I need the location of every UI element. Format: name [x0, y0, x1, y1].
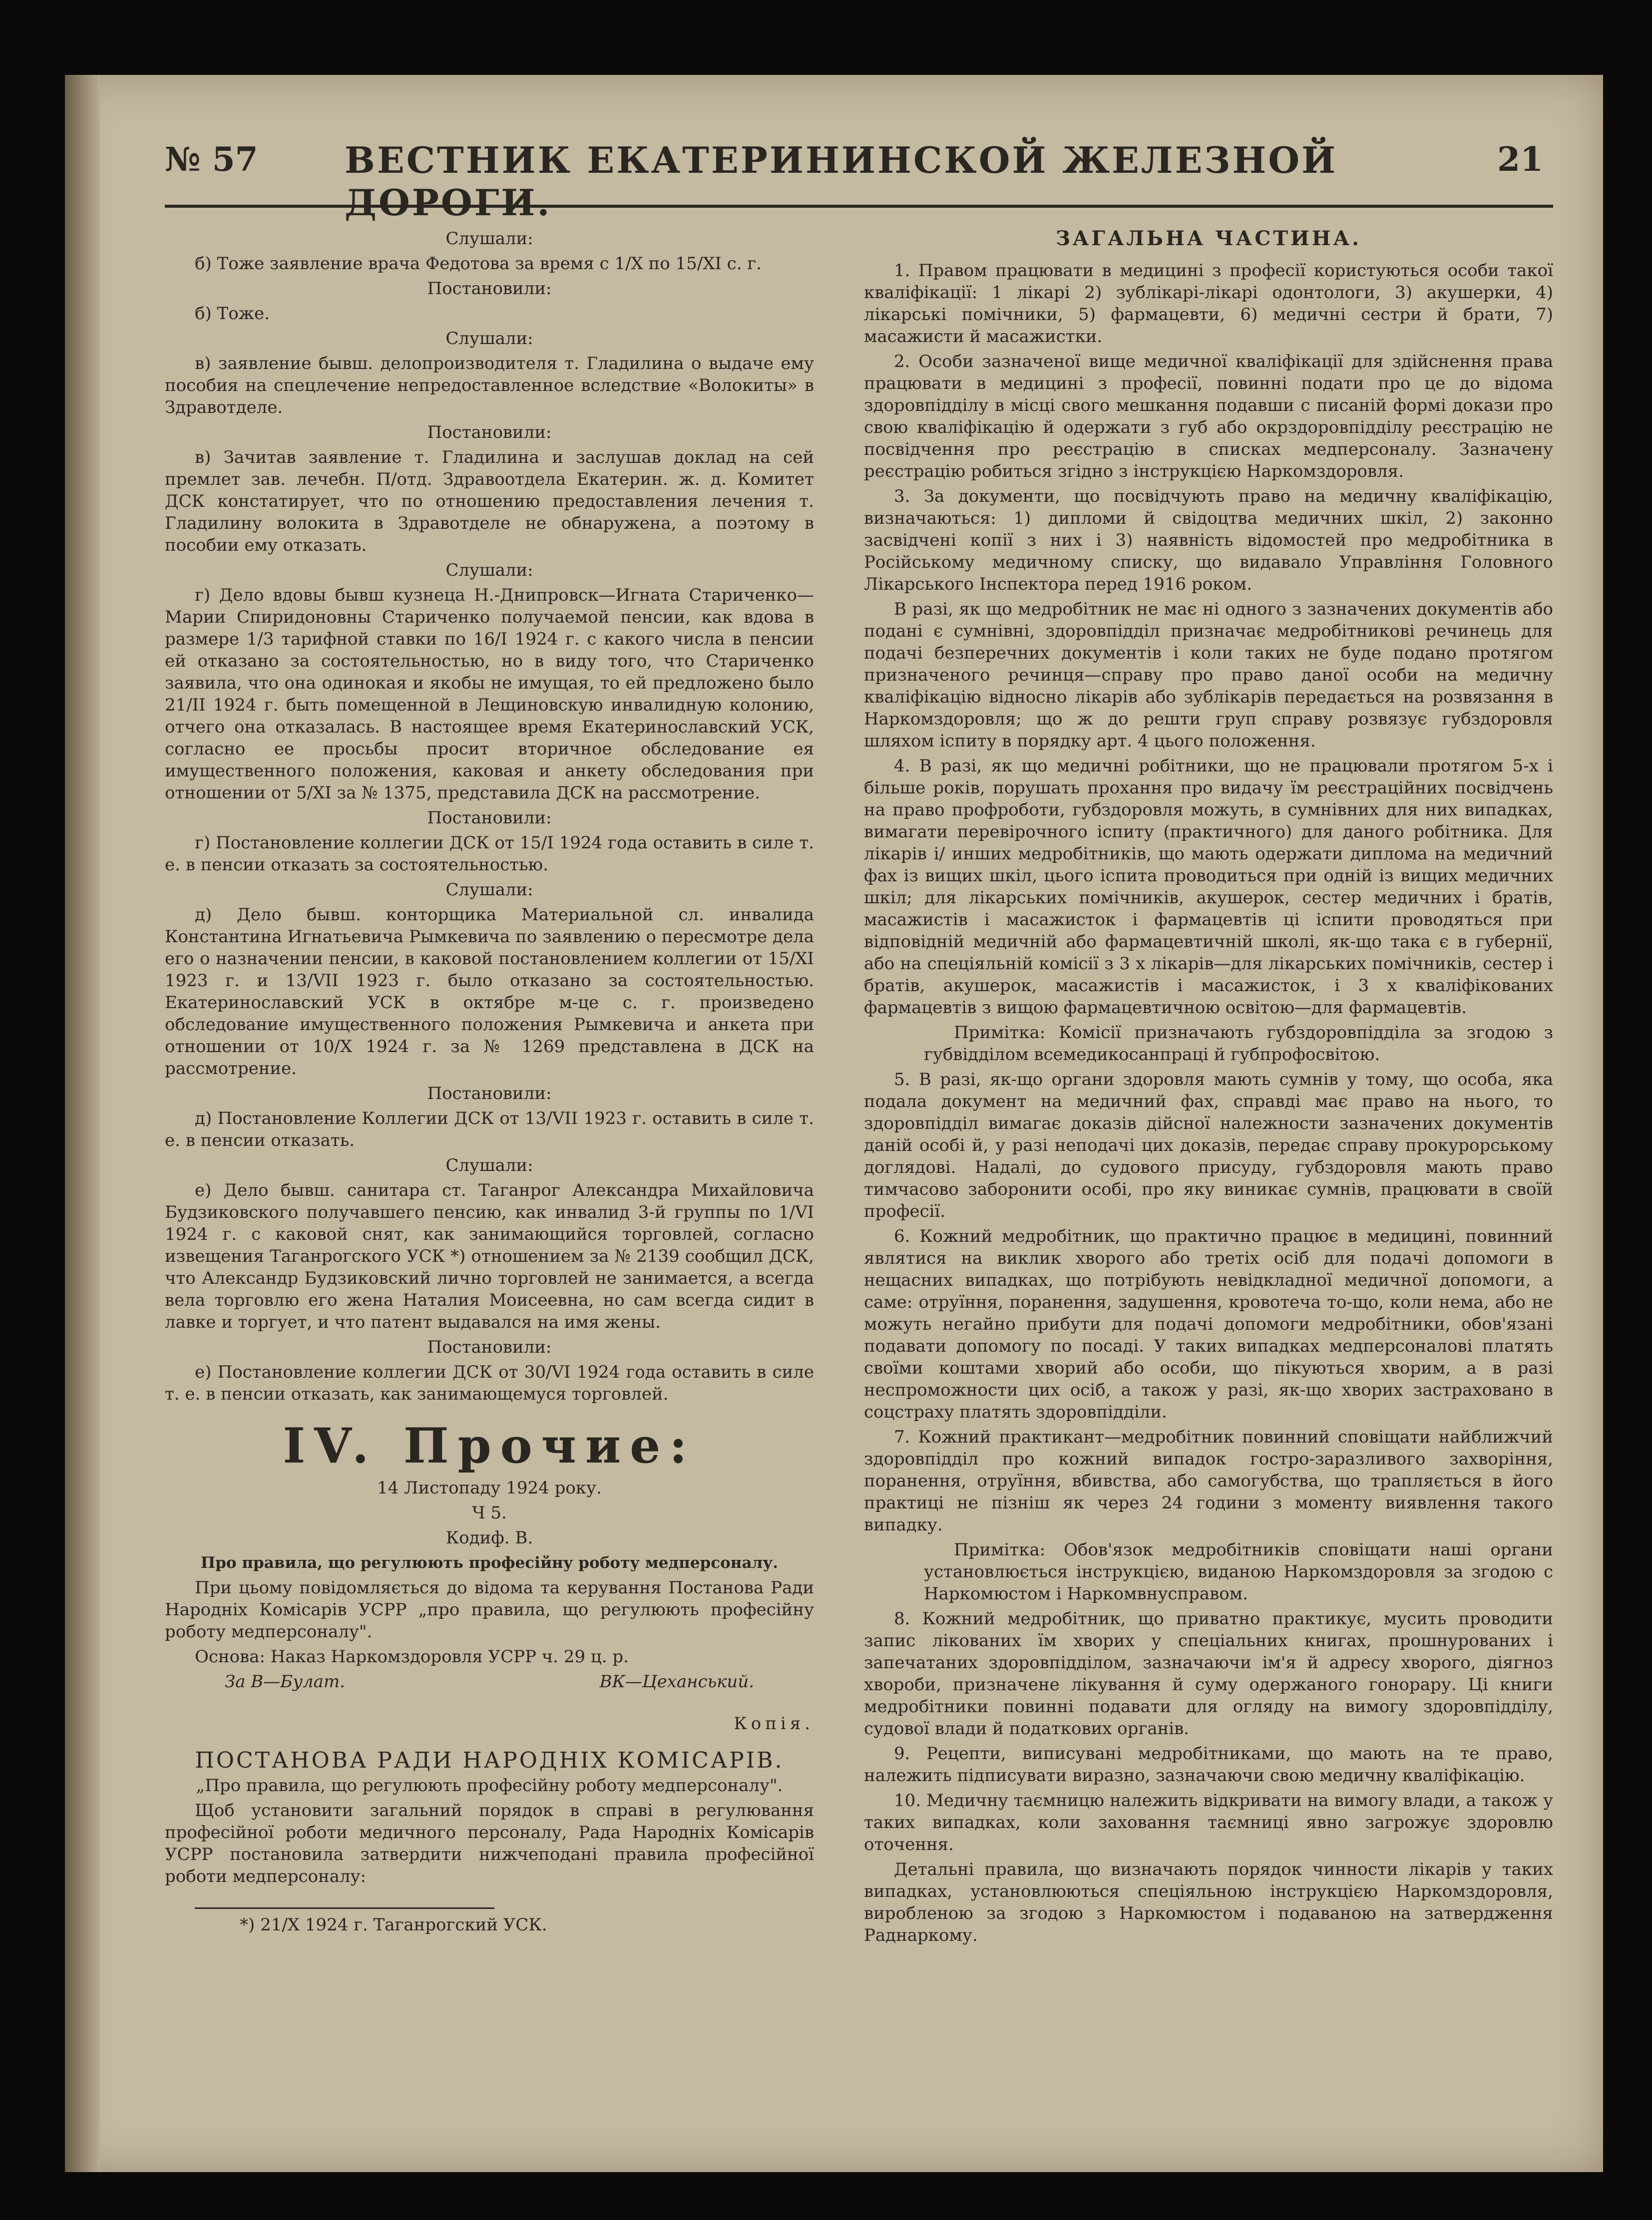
scanned-page — [65, 75, 1603, 2172]
section-title: IV. Прочие: — [283, 1418, 696, 1474]
page-edge — [65, 75, 100, 2172]
paragraph: 2. Особи зазначеної вище медичної кваліфікації для здійснення права працювати в медицині з професії, повинні подати про це до відома здоровпідділу в місці свого мешкання подавши с писаній формі докази про свою кваліфікацію й одержати з губ або окрздоровпідділу реєстрацію не посвідчення про реєстрацію в списках медперсоналу. Зазначену реєстрацію робиться згідно з інструкцією Наркомздоровля. — [864, 352, 1553, 481]
heading-resolved: Постановили: — [427, 1337, 552, 1357]
heading-heard: Слушали: — [445, 560, 533, 580]
issue-number: № 57 — [165, 140, 258, 179]
paragraph: д) Дело бывш. конторщика Материальной сл. инвалида Константина Игнатьевича Рымкевича по заявлению о пересмотре дела его о назначении пенсии, в каковой постановлением коллегии от 15/XI 1923 г. и 13/VII 1923 г. было отказано за состоятельностью. Екатеринославский УСК в октябре м-це с. г. произведено обследование имущественного положения Рымкевича и анкета при отношении от 10/X 1924 г. за № 1269 представлена в ДСК на рассмотрение. — [165, 905, 814, 1079]
paragraph: Щоб установити загальний порядок в справі в регулювання професійної роботи медичного персоналу, Рада Народніх Комісарів УСРР постановила затвердити нижчеподані правила професійної роботи медперсоналу: — [165, 1801, 814, 1886]
basis-line: Основа: Наказ Наркомздоровля УСРР ч. 29 ц. р. — [195, 1647, 629, 1667]
paragraph: д) Постановление Коллегии ДСК от 13/VII 1923 г. оставить в силе т. е. в пенсии отказать. — [165, 1109, 814, 1150]
heading-resolved: Постановили: — [427, 1084, 552, 1104]
paragraph: 4. В разі, як що медичні робітники, що не працювали протягом 5-х і більше років, порушать прохання про видачу їм реєстраційних посвідчень на право профроботи, губздоровля можуть, в сумнівних для них випадках, вимагати перевірочного іспиту (практичного) для даного робітника. Для лікарів і/ инших медробітників, що мають одержати диплома на медичний фах із вищих шкіл, цього іспита проводиться при одній із вищих медичних шкіл; для лікарських помічників, акушерок, сестер медичних і братів, масажистів і масажисток і фармацевтів ці іспити проводяться при відповідній медичній або фармацевтичній школі, як-що така є в губернії, або на спеціяльній комісії з 3 х лікарів—для лікарських помічників, сестер і братів, акушерок, масажистів і масажисток, і 3 х кваліфікованих фармацевтів з вищою фармацевтичною освітою—для фармацевтів. — [864, 756, 1553, 1018]
note: Примітка: Комісії призначають губздоровпідділа за згодою з губвідділом всемедикосанпраці й губпрофосвітою. — [924, 1023, 1553, 1065]
paragraph: е) Постановление коллегии ДСК от 30/VI 1924 года оставить в силе т. е. в пенсии отказать, как занимающемуся торговлей. — [165, 1362, 814, 1404]
footnote-rule — [195, 1907, 494, 1909]
heading-resolved: Постановили: — [427, 279, 552, 299]
decree-code: Кодиф. В. — [445, 1528, 533, 1548]
heading-heard: Слушали: — [445, 1155, 533, 1175]
decree-date: 14 Листопаду 1924 року. — [377, 1478, 602, 1498]
paragraph: б) Тоже заявление врача Федотова за время с 1/X по 15/XI с. г. — [195, 254, 762, 274]
left-column — [165, 225, 814, 1936]
page-number: 21 — [1497, 140, 1543, 179]
right-column — [864, 225, 1553, 1949]
heading-resolved: Постановили: — [427, 422, 552, 442]
paragraph: 9. Рецепти, виписувані медробітниками, що мають на те право, належить підписувати виразно, зазначаючи свою медичну кваліфікацію. — [864, 1744, 1553, 1786]
paragraph: 3. За документи, що посвідчують право на медичну кваліфікацію, визначаються: 1) дипломи й свідоцтва медичних шкіл, 2) законно засвідчені копії з них і 3) наявність відомостей про медробітника в Російському медичному списку, що видавало Управління Головного Лікарського Інспектора перед 1916 роком. — [864, 486, 1553, 594]
decree-title: ПОСТАНОВА РАДИ НАРОДНІХ КОМІСАРІВ. — [195, 1748, 784, 1773]
journal-title: ВЕСТНИК ЕКАТЕРИНИНСКОЙ ЖЕЛЕЗНОЙ ДОРОГИ. — [345, 139, 1338, 224]
paragraph: 10. Медичну таємницю належить відкривати на вимогу влади, а також у таких випадках, коли заховання таємниці явно загрожує здоровлю оточення. — [864, 1791, 1553, 1854]
paragraph: При цьому повідомляється до відома та керування Постанова Ради Народніх Комісарів УСРР „про правила, що регулюють професійну роботу медперсоналу". — [165, 1578, 814, 1642]
signature-left: За В—Булат. — [225, 1672, 345, 1692]
paragraph: Детальні правила, що визначають порядок чинности лікарів у таких випадках, установлюються спеціяльною інструкцією Наркомздоровля, виробленою за згодою з Наркомюстом і подаваною на затвердження Раднаркому. — [864, 1859, 1553, 1945]
heading-heard: Слушали: — [445, 329, 533, 349]
page-header — [165, 130, 1553, 224]
paragraph: г) Постановление коллегии ДСК от 15/I 1924 года оставить в силе т. е. в пенсии отказать за состоятельностью. — [165, 833, 814, 875]
paragraph: 6. Кожний медробітник, що практично працює в медицині, повинний являтися на виклик хворого або третіх осіб для подачі допомоги в нещасних випадках, що потрібують невідкладної медичної допомоги, а саме: отруїння, поранення, задушення, кровотеча то-що, коли нема, або не можуть негайно прибути для подачі допомоги медробітники, обов'язані подавати допомогу по посаді. У таких випадках медперсоналові платять своїми коштами хворий або особи, що пікуються хворим, а в разі неспроможности цих осіб, а також у разі, як-що хворих застраховано в соцстраху платять здоровпідділи. — [864, 1226, 1553, 1422]
paragraph: 7. Кожний практикант—медробітник повинний сповіщати найближчий здоровпідділ про кожний випадок гостро-заразливого захворіння, поранення, отруїння, вбивства, або самогубства, що трапляється в його практиці не пізніш як через 24 години з моменту виявлення такого випадку. — [864, 1427, 1553, 1535]
decree-subtitle: „Про правила, що регулюють професійну роботу медперсоналу". — [196, 1776, 783, 1796]
paragraph: г) Дело вдовы бывш кузнеца Н.-Днипровск—Игната Стариченко—Марии Спиридоновны Стариченко получаемой пенсии, как вдова в размере 1/3 тарифной ставки по 16/I 1924 г. с какого числа в пенсии ей отказано за состоятельностью, но в виду того, что Стариченко заявила, что она одинокая и якобы не имущая, то ей предложено было 21/II 1924 г. быть помещенной в Лещиновскую инвалидную колонию, отчего она отказалась. В настоящее время Екатеринославский УСК, согласно ее просьбы просит вторичное обследование ея имущественного положения, каковая и анкету обследования при отношении от 5/XI за № 1375, представила ДСК на рассмотрение. — [165, 585, 814, 803]
footnote: *) 21/X 1924 г. Таганрогский УСК. — [240, 1915, 547, 1935]
paragraph: в) заявление бывш. делопроизводителя т. Гладилина о выдаче ему пособия на спецлечение непредоставленное вследствие «Волокиты» в Здравотделе. — [165, 354, 814, 417]
paragraph: в) Зачитав заявление т. Гладилина и заслушав доклад на сей премлет зав. лечебн. П/отд. Здравоотдела Екатерин. ж. д. Комитет ДСК констатирует, что по отношению предоставления лечения т. Гладилину волокита в Здравотделе не обнаружена, а поэтому в пособии ему отказать. — [165, 447, 814, 555]
heading-resolved: Постановили: — [427, 808, 552, 828]
signature-right: ВК—Цеханський. — [599, 1672, 754, 1692]
signatures — [165, 1671, 814, 1693]
paragraph: В разі, як що медробітник не має ні одного з зазначених документів або подані є сумнівні, здоровпідділ призначає медробітникові речинець для подачі безперечних документів і коли таких не буде подано протягом призначеного речинця—справу про право даної особи на медичну кваліфікацію відносно лікарів або зублікарів передається на розвязання в Наркомздоровля; що ж до решти груп справу розвязує губздоровля шляхом іспиту в порядку арт. 4 цього положення. — [864, 599, 1553, 751]
paragraph: 8. Кожний медробітник, що приватно практикує, мусить проводити запис лікованих їм хворих у спеціальних книгах, прошнурованих і запечатаних здоровпідділом, зазначаючи ім'я й адресу хворого, діягноз хвороби, призначене лікування й суму одержаного гонорару. Ці книги медробітники повинні подавати для огляду на вимогу здоровпідділу, судової влади й податкових органів. — [864, 1609, 1553, 1739]
paragraph: е) Дело бывш. санитара ст. Таганрог Александра Михайловича Будзиковского получавшего пенсию, как инвалид 3-й группы по 1/VI 1924 г. с каковой снят, как занимающийся торговлей, согласно извещения Таганрогского УСК *) отношением за № 2139 сообщил ДСК, что Александр Будзиковский лично торговлей не занимается, а всегда вела торговлю его жена Наталия Моисеевна, но сам всегда сидит в лавке и торгует, и что патент выдавался на имя жены. — [165, 1180, 814, 1332]
decree-subject: Про правила, що регулюють професійну роботу медперсоналу. — [200, 1554, 779, 1572]
note: Примітка: Обов'язок медробітників сповіщати наші органи установлюється інструкцією, виданою Наркомздоровля за згодою с Наркомюстом і Наркомвнусправом. — [924, 1540, 1553, 1604]
heading-heard: Слушали: — [445, 880, 533, 900]
copy-label: Копія. — [734, 1714, 814, 1734]
paragraph: 5. В разі, як-що органи здоровля мають сумнів у тому, що особа, яка подала документ на медичний фах, справді має право на нього, то здоровпідділ вимагає доказів дійсної належности зазначених документів даній особі й, у разі неподачі цих доказів, передає справу прокурорському доглядові. Надалі, до судового присуду, губздоровля мають право тимчасово заборонити особі, про яку виникає сумнів, працювати в своїй професії. — [864, 1070, 1553, 1221]
paragraph: б) Тоже. — [195, 304, 270, 324]
heading-heard: Слушали: — [445, 229, 533, 249]
general-part-heading: ЗАГАЛЬНА ЧАСТИНА. — [1055, 227, 1362, 250]
decree-part: Ч 5. — [472, 1503, 507, 1523]
paragraph: 1. Правом працювати в медицині з професії користуються особи такої кваліфікації: 1 лікарі 2) зублікарі-лікарі одонтологи, 3) акушерки, 4) лікарські помічники, 5) фармацевти, 6) медичні сестри й брати, 7) масажисти й масажистки. — [864, 261, 1553, 347]
